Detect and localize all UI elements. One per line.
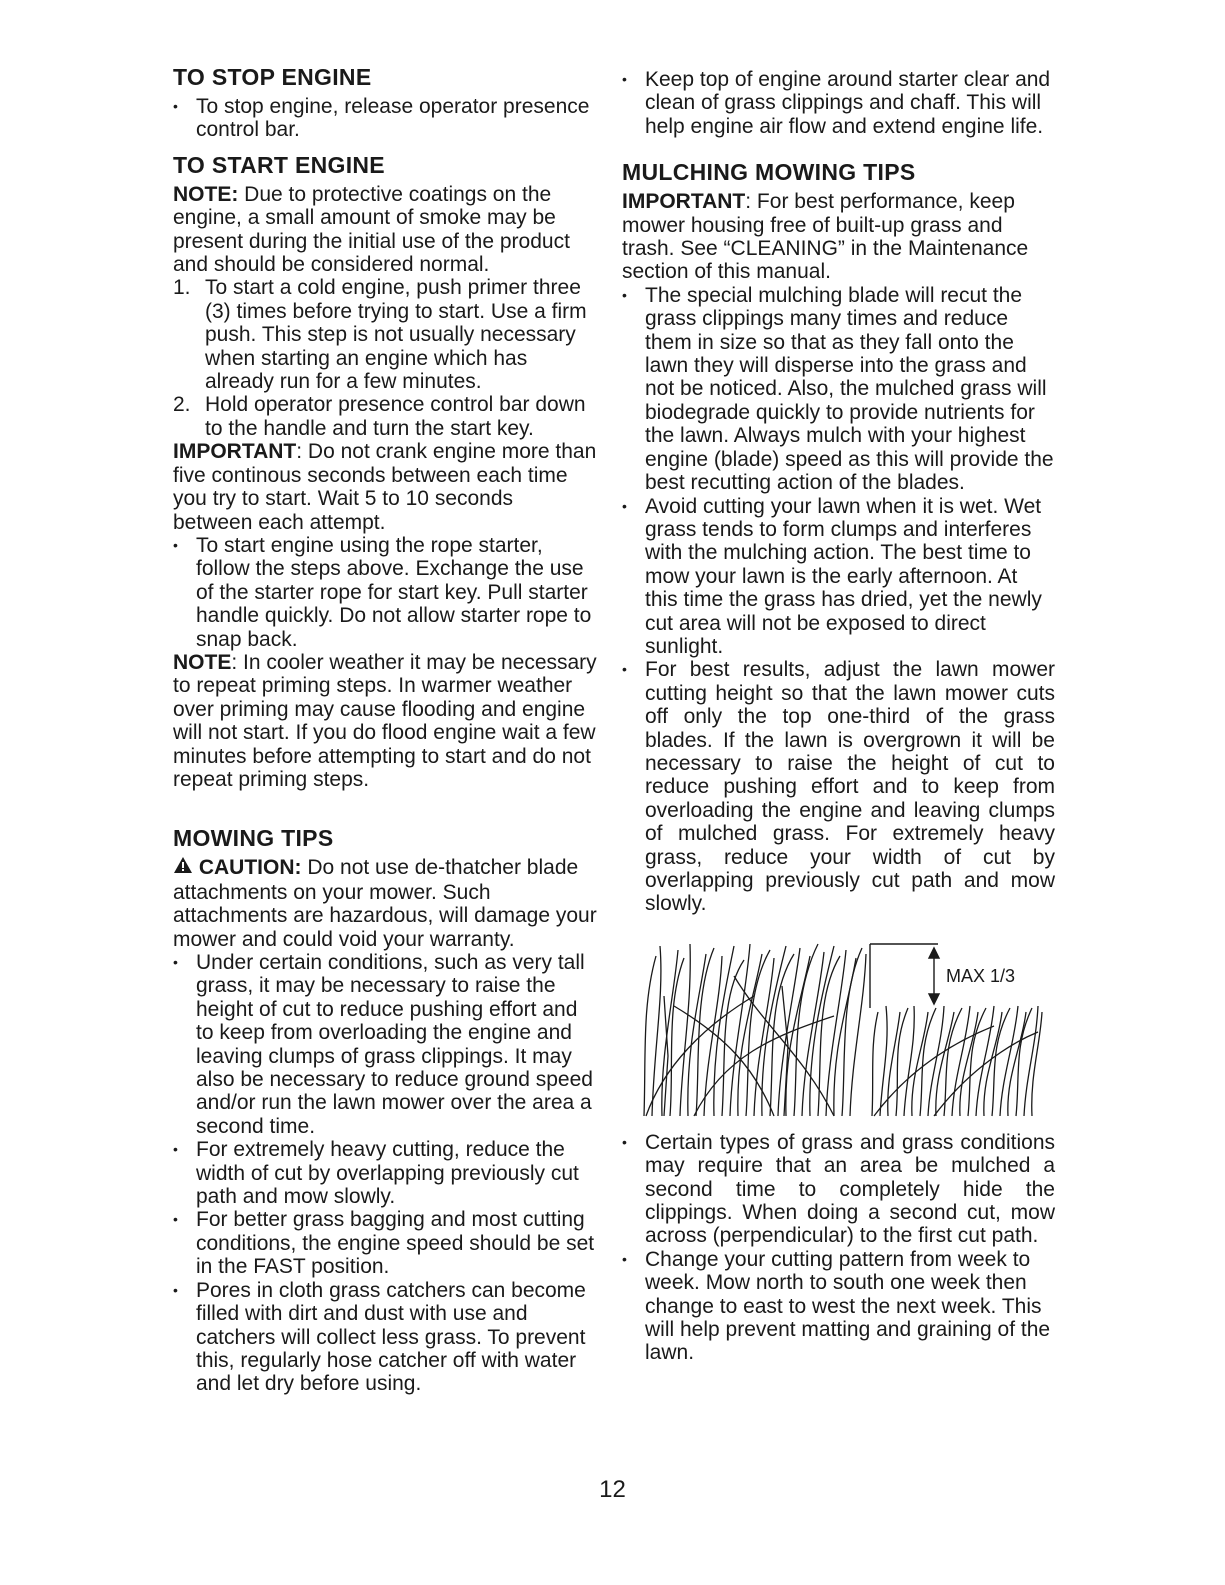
mowing-tip-bullet: • For extremely heavy cutting, reduce the width of cut by overlapping previously cut path and mow slowly. (173, 1138, 598, 1208)
grass-height-illustration (634, 936, 1046, 1121)
max-one-third-label: MAX 1/3 (946, 965, 1016, 986)
mulch-tip-bullet: • For best results, adjust the lawn mower cutting height so that the lawn mower cuts off only the top one-third of the grass blades. If the lawn is overgrown it will be necessary to raise the height of cut to reduce pushing effort and to keep from overloading the engine and leaving clumps of mulched grass. For extremely heavy grass, reduce your width of cut by overlapping previously cut path and mow slowly. (622, 658, 1055, 915)
mulching-tips-heading: MULCHING MOWING TIPS (622, 159, 916, 186)
step-number: 2. (173, 393, 191, 417)
rope-starter-bullet: • To start engine using the rope starter, follow the steps above. Exchange the use of the starter rope for start key. Pull starter handle quickly. Do not allow starter rope to snap back. (173, 534, 598, 651)
second-cut-bullet: • Certain types of grass and grass conditions may require that an area be mulched a second time to completely hide the clippings. When doing a second cut, mow across (perpendicular) to the first cut path. (622, 1131, 1055, 1248)
grass-cut-diagram (634, 936, 1046, 1121)
stop-engine-bullet: • To stop engine, release operator presence control bar. (173, 95, 598, 142)
caution-paragraph (173, 856, 598, 951)
mulch-tip-bullet: • Avoid cutting your lawn when it is wet. Wet grass tends to form clumps and interferes with the mulching action. The best time to mow your lawn is the early afternoon. At this time the grass has dried, yet the newly cut area will not be exposed to direct sunlight. (622, 495, 1055, 659)
step-text: Hold operator presence control bar down to the handle and turn the start key. (205, 393, 586, 440)
mowing-tip-bullet: • Pores in cloth grass catchers can become filled with dirt and dust with use and catchers will collect less grass. To prevent this, regularly hose catcher off with water and let dry before using. (173, 1279, 598, 1396)
important-paragraph (622, 190, 1055, 284)
important-text: : For best performance, keep mower housing free of built-up grass and trash. See “CLEANING” in the Maintenance section of this manual. (622, 190, 1029, 284)
note-label: NOTE: (173, 182, 239, 206)
note-2-paragraph (173, 651, 598, 791)
right-column (622, 68, 1055, 1365)
mowing-tip-bullet: • Under certain conditions, such as very tall grass, it may be necessary to raise the height of cut to reduce pushing effort and to keep from overloading the engine and leaving clumps of grass clippings. It may also be necessary to reduce ground speed and/or run the lawn mower over the area a second time. (173, 951, 598, 1138)
mowing-tips-heading: MOWING TIPS (173, 825, 334, 852)
mulch-tip-bullet: • The special mulching blade will recut the grass clippings many times and reduce them in size so that as they fall onto the lawn they will disperse into the grass and not be noticed. Also, the mulched grass will biodegrade quickly to provide nutrients for the lawn. Always mulch with your highest engine (blade) speed as this will provide the best recutting action of the blades. (622, 284, 1055, 495)
mowing-tip-bullet: • For better grass bagging and most cutting conditions, the engine speed should be set in the FAST position. (173, 1208, 598, 1278)
cutting-pattern-bullet: • Change your cutting pattern from week to week. Mow north to south one week then change to east to west the next week. This will help prevent matting and graining of the lawn. (622, 1248, 1055, 1365)
engine-clean-bullet: • Keep top of engine around starter clear and clean of grass clippings and chaff. This will help engine air flow and extend engine life. (622, 68, 1055, 138)
warning-triangle-icon (173, 856, 193, 880)
step-1 (173, 276, 598, 393)
left-column (173, 64, 598, 1396)
important-label: IMPORTANT (622, 190, 746, 214)
important-paragraph (173, 440, 598, 534)
note-text: : In cooler weather it may be necessary to repeat priming steps. In warmer weather over priming may cause flooding and engine will not start. If you do flood engine wait a few minutes before attempting to start and do not repeat priming steps. (173, 650, 597, 791)
step-2 (173, 393, 598, 440)
note-paragraph (173, 183, 598, 277)
stop-engine-heading: TO STOP ENGINE (173, 64, 372, 90)
note-text: Due to protective coatings on the engine, a small amount of smoke may be present during the initial use of the product and should be considered normal. (173, 182, 570, 277)
step-text: To start a cold engine, push primer three (3) times before trying to start. Use a firm push. This step is not usually necessary when starting an engine which has already run for a few minutes. (205, 276, 587, 394)
step-number: 1. (173, 276, 191, 300)
caution-text: Do not use de-thatcher blade attachments on your mower. Such attachments are hazardous, will damage your mower and could void your warranty. (173, 856, 597, 951)
important-text: : Do not crank engine more than five continous seconds between each time you try to start. Wait 5 to 10 seconds between each attempt. (173, 440, 597, 534)
start-engine-heading: TO START ENGINE (173, 151, 385, 178)
caution-label: CAUTION: (198, 856, 302, 880)
important-label: IMPORTANT (173, 440, 297, 464)
page-number: 12 (599, 1476, 626, 1503)
note-label: NOTE (173, 650, 232, 674)
